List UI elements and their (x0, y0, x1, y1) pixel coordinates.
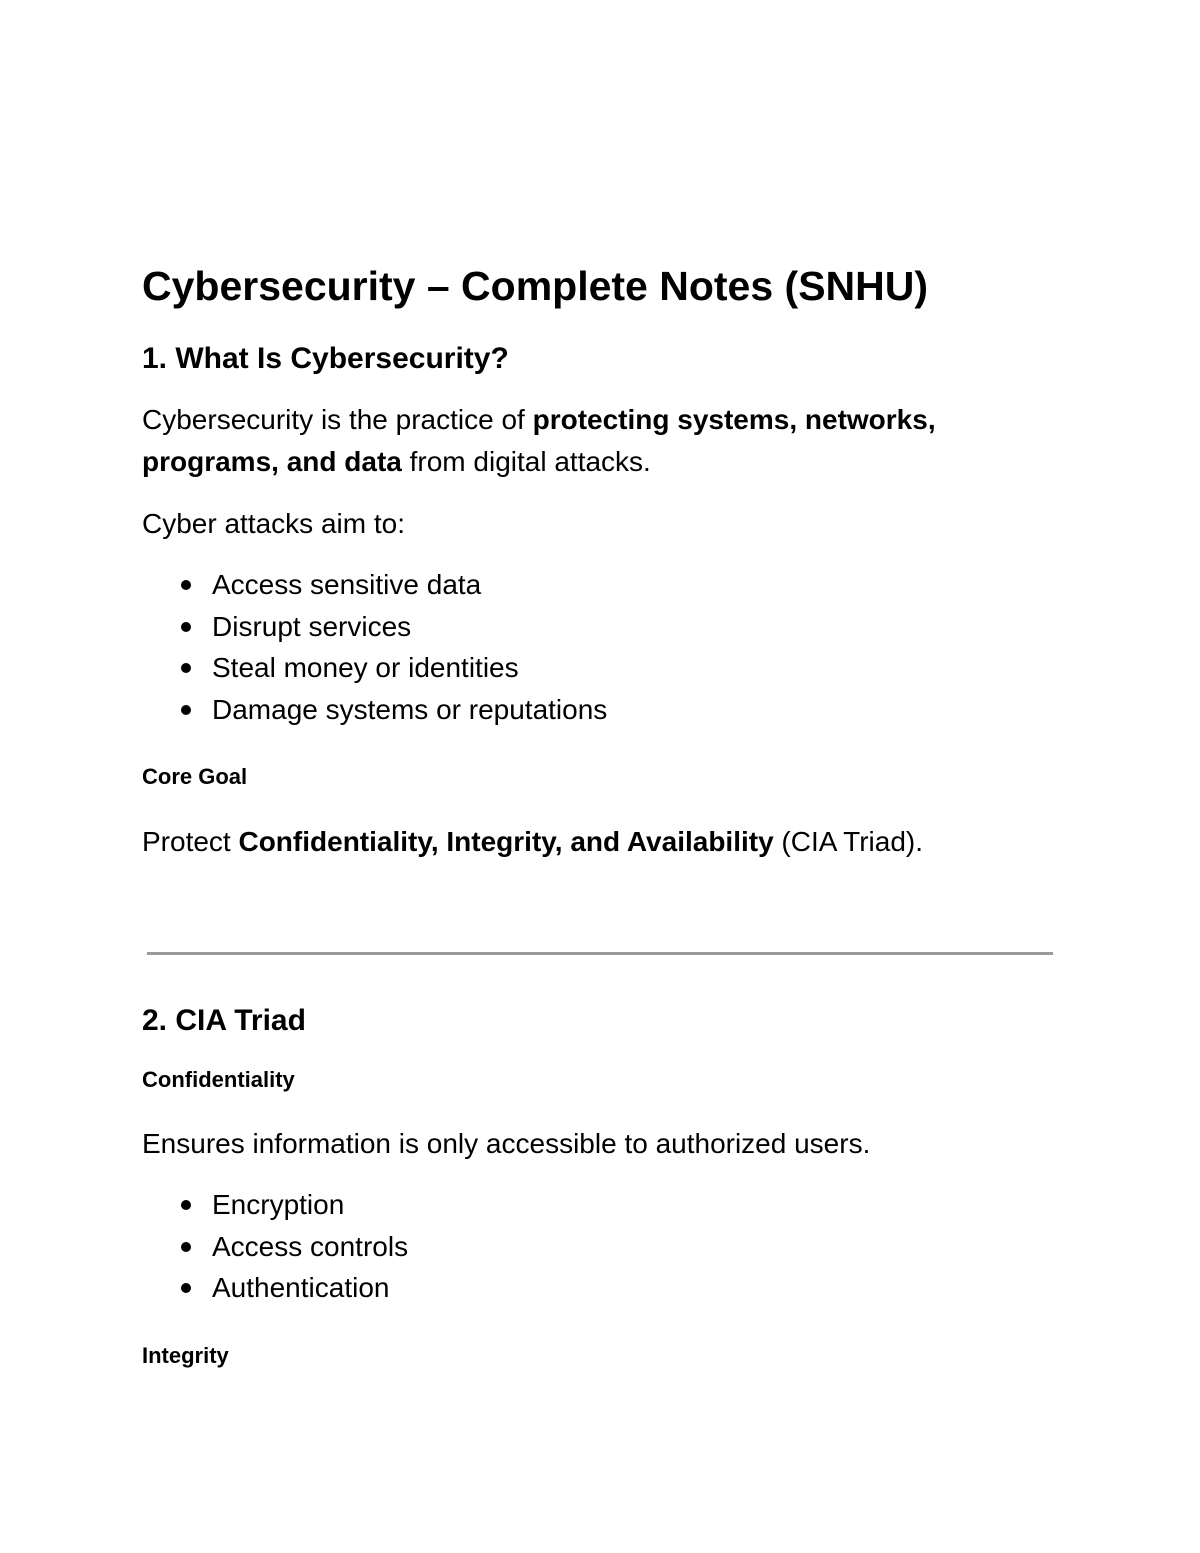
confidentiality-heading: Confidentiality (142, 1067, 295, 1092)
core-goal-text (142, 821, 1062, 863)
list-item (142, 606, 1062, 648)
attacks-intro: Cyber attacks aim to: (142, 508, 405, 540)
list-item-text: Disrupt services (212, 610, 412, 642)
bullet-icon (181, 1242, 191, 1252)
cybersecurity-definition (142, 399, 1062, 483)
list-item-text: Encryption (212, 1189, 345, 1221)
bullet-icon (181, 705, 191, 715)
bullet-icon (181, 1200, 191, 1210)
list-item (142, 689, 1062, 731)
list-item-text: Access controls (212, 1230, 409, 1262)
integrity-heading: Integrity (142, 1342, 229, 1368)
attack-aims-list (142, 564, 1062, 730)
section-2-heading: 2. CIA Triad (142, 1004, 306, 1037)
definition-bold-text: protecting systems, networks, programs, and data (142, 404, 936, 478)
bullet-icon (181, 622, 191, 632)
list-item-text: Authentication (212, 1272, 390, 1304)
core-goal-text-end: (CIA Triad). (773, 825, 924, 857)
section-1-heading: 1. What Is Cybersecurity? (142, 342, 509, 376)
list-item (142, 1267, 1062, 1309)
section-divider (147, 952, 1053, 955)
definition-text-end: from digital attacks. (401, 446, 651, 478)
bullet-icon (181, 580, 191, 590)
confidentiality-text: Ensures information is only accessible to authorized users. (142, 1128, 871, 1160)
list-item-text: Damage systems or reputations (212, 693, 608, 725)
core-goal-heading: Core Goal (142, 764, 248, 790)
section-1-content (142, 262, 1062, 863)
list-item (142, 1226, 1062, 1268)
list-item (142, 647, 1062, 689)
document-title: Cybersecurity – Complete Notes (SNHU) (142, 263, 929, 309)
list-item (142, 1184, 1062, 1226)
list-item-text: Steal money or identities (212, 652, 519, 684)
section-2-content (142, 1003, 1062, 1369)
core-goal-bold-text: Confidentiality, Integrity, and Availability (238, 825, 774, 857)
list-item (142, 564, 1062, 606)
bullet-icon (181, 663, 191, 673)
list-item-text: Access sensitive data (212, 569, 482, 601)
core-goal-text-start: Protect (142, 825, 239, 857)
bullet-icon (181, 1283, 191, 1293)
confidentiality-list (142, 1184, 1062, 1309)
definition-text-start: Cybersecurity is the practice of (142, 404, 533, 436)
